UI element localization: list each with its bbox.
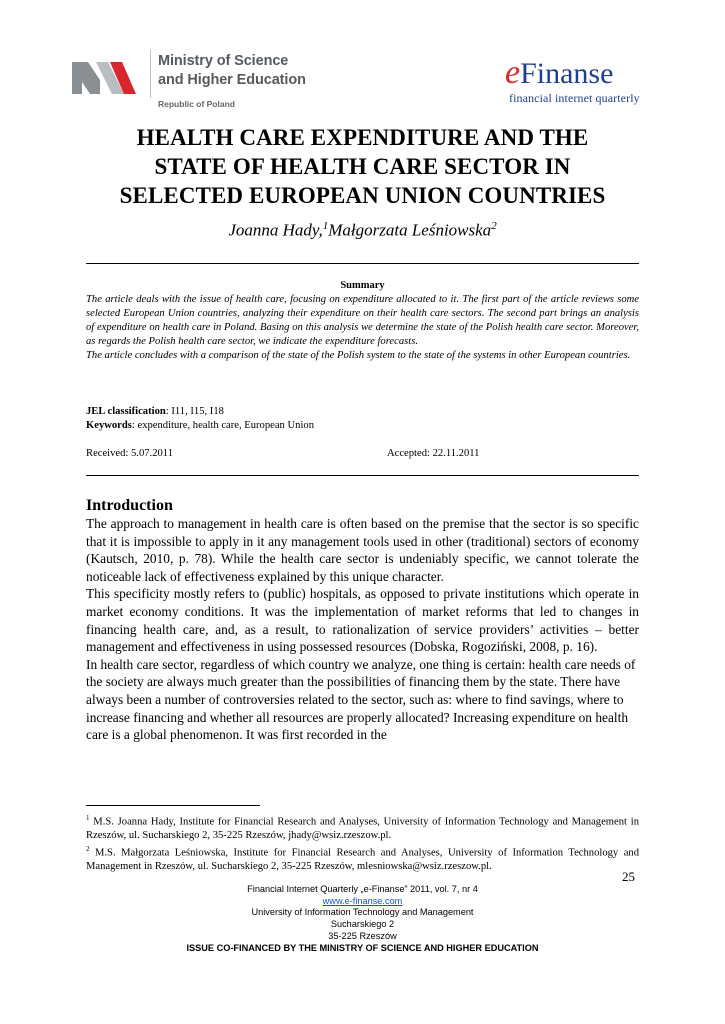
efinanse-e: e (505, 54, 521, 91)
title-line-1: HEALTH CARE EXPENDITURE AND THE (136, 125, 589, 150)
summary-bottom-rule (86, 475, 639, 476)
footnote-1-text: M.S. Joanna Hady, Institute for Financial Research and Analyses, University of Information Technology and Management in Rzeszów, ul. Sucharskiego 2, 35-225 Rzeszów, jhady@wsiz.rzeszow.pl. (86, 816, 639, 842)
summary-heading: Summary (340, 280, 385, 291)
footer-url-link[interactable]: www.e-finanse.com (322, 895, 403, 906)
footnote-2 (86, 843, 639, 874)
ministry-line2: and Higher Education (158, 72, 306, 88)
ministry-emblem-icon (72, 58, 136, 94)
author-2: Małgorzata Leśniowska (328, 220, 492, 240)
author-1: Joanna Hady, (228, 220, 323, 240)
ministry-divider (150, 50, 151, 98)
introduction-heading: Introduction (86, 497, 173, 514)
classification-block (86, 405, 639, 433)
title-line-2: STATE OF HEALTH CARE SECTOR IN (154, 154, 571, 179)
intro-paragraph: The approach to management in health care is often based on the premise that the sector is so specific that it is impossible to apply in it any management tools used in other (traditional) sectors of economy (Kautsch, 2010, p. 78). While the health care sector is undeniably specific, we cannot tolerate the noticeable lack of effectiveness explained by this unique character. (86, 516, 639, 584)
author-1-mark: 1 (322, 220, 329, 232)
ministry-country: Republic of Poland (158, 99, 235, 109)
keywords-label: Keywords (86, 420, 132, 431)
summary-body (86, 293, 639, 363)
received-date: Received: 5.07.2011 (86, 448, 173, 459)
efinanse-logo (505, 54, 645, 110)
efinanse-wordmark (505, 56, 613, 91)
jel-value: : I11, I15, I18 (165, 406, 224, 417)
footnote-2-text: M.S. Małgorzata Leśniowska, Institute for Financial Research and Analyses, University of Information Technology and Management in Rzeszów, ul. Sucharskiego 2, 35-225 Rzeszów, mlesniowska@wsiz.rzeszow.pl. (86, 847, 639, 873)
footnote-2-mark: 2 (86, 845, 90, 854)
accepted-date: Accepted: 22.11.2011 (387, 448, 480, 459)
title-line-3: SELECTED EUROPEAN UNION COUNTRIES (119, 183, 606, 208)
efinanse-tagline: financial internet quarterly (509, 91, 640, 105)
summary-top-rule (86, 263, 639, 264)
efinanse-name: Finanse (520, 57, 614, 90)
footnote-1 (86, 812, 639, 843)
author-2-mark: 2 (491, 220, 497, 232)
jel-line (86, 405, 639, 419)
footer-journal: Financial Internet Quarterly „e-Finanse” 2011, vol. 7, nr 4 (247, 884, 478, 894)
ministry-name (158, 52, 306, 90)
footer-university: University of Information Technology and Management (251, 907, 474, 918)
ministry-logo (72, 50, 317, 112)
keywords-value: : expenditure, health care, European Union (131, 420, 314, 431)
page-number: 25 (622, 869, 635, 884)
footnote-1-mark: 1 (86, 814, 90, 822)
ministry-line1: Ministry of Science (158, 53, 289, 69)
intro-paragraph: This specificity mostly refers to (public) hospitals, as opposed to private institutions which operate in market economy conditions. It was the implementation of market reforms that led to changes in financing health care, and, as a result, to rationalization of service providers’ activities – better management and effectiveness in using possessed resources (Dobska, Rogoziński, 2008, p. 16). (86, 586, 639, 655)
page-footer (86, 884, 639, 954)
footer-city: 35-225 Rzeszów (328, 930, 397, 941)
authors (60, 220, 665, 241)
article-title (60, 123, 665, 210)
summary-paragraph: The article deals with the issue of health care, focusing on expenditure allocated to it. The first part of the article reviews some selected European Union countries, analyzing their expenditure on their health care sectors. The second part brings an analysis of expenditure on health care in Poland. Basing on this analysis we determine the state of the Polish health care sector. Moreover, as regards the Polish health care sector, we indicate the expenditure forecasts. (86, 294, 639, 347)
footer-street: Sucharskiego 2 (330, 919, 395, 930)
footnote-rule (86, 805, 260, 806)
introduction-body (86, 515, 639, 744)
keywords-line (86, 419, 639, 433)
footer-cofinanced: ISSUE CO-FINANCED BY THE MINISTRY OF SCIENCE AND HIGHER EDUCATION (186, 942, 539, 953)
jel-label: JEL classification (86, 406, 166, 417)
intro-paragraph: In health care sector, regardless of which country we analyze, one thing is certain: health care needs of the society are always much greater than the possibilities of financing them by the state. There have always been a number of controversies related to the sector, such as: where to find savings, where to increase financing and whether all resources are properly allocated? Increasing expenditure on health care is a global phenomenon. It was first recorded in the (86, 656, 636, 743)
footnotes (86, 812, 639, 874)
summary-paragraph: The article concludes with a comparison of the state of the Polish system to the state of the systems in other European countries. (86, 350, 631, 361)
